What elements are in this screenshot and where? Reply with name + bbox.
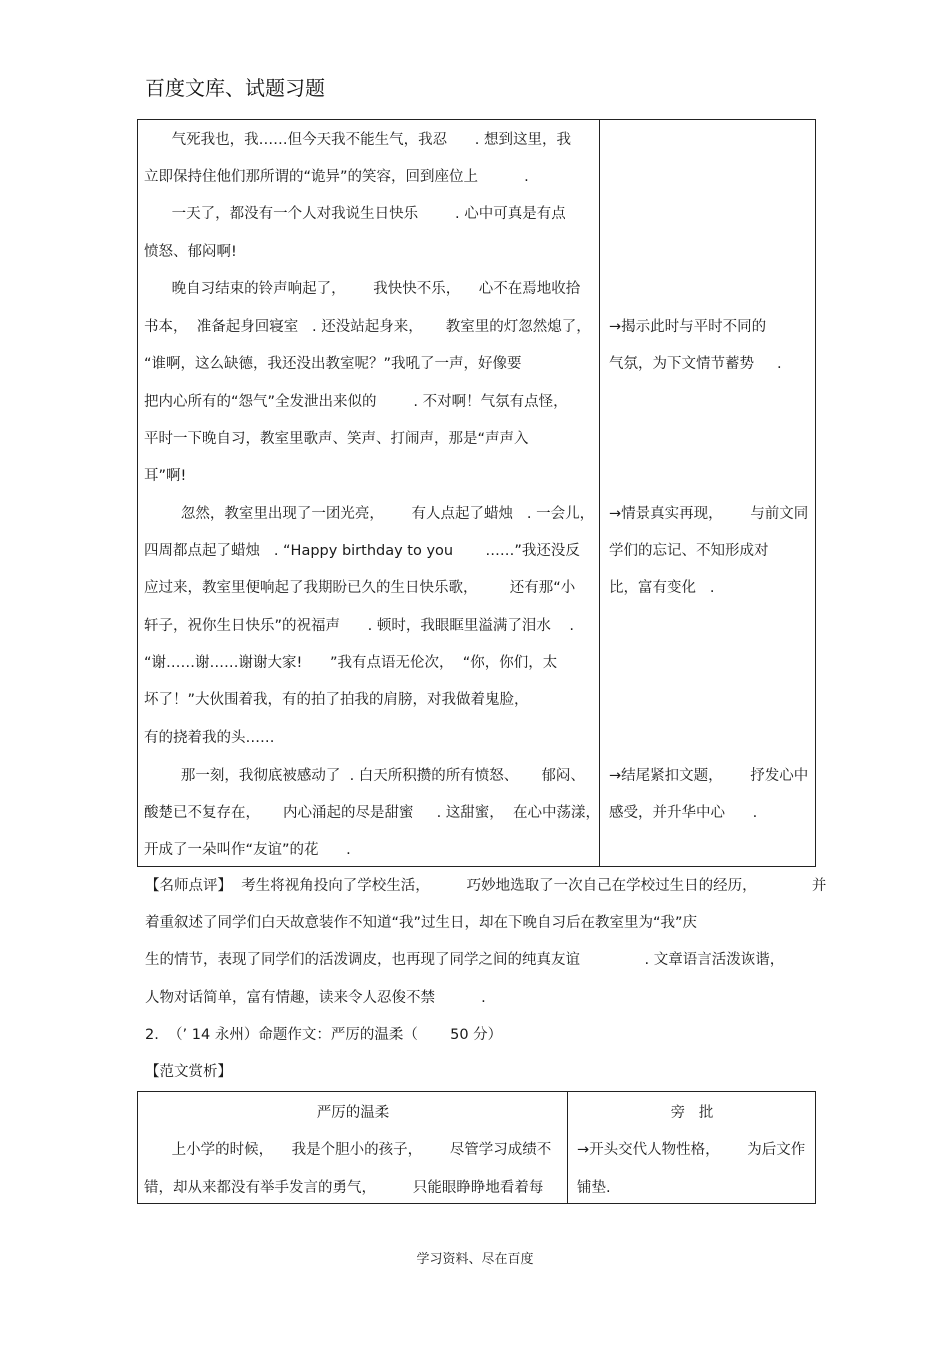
annotation-line: 气氛，为下文情节蓄势 . (609, 356, 782, 372)
essay-table-1 (137, 119, 816, 867)
essay-title: 严厉的温柔 (316, 1105, 390, 1121)
essay-main-cell (138, 120, 600, 867)
teacher-review-line: 人物对话简单，富有情趣，读来令人忍俊不禁 . (145, 990, 486, 1006)
essay-line: “谁啊，这么缺德，我还没出教室呢？”我吼了一声，好像要 (144, 356, 522, 372)
annotation-line: →情景真实再现， 与前文同 (609, 506, 809, 522)
annotation-cell (600, 120, 816, 867)
essay-line: 立即保持住他们那所谓的“诡异”的笑容，回到座位上 . (144, 169, 529, 185)
annotation-line: →揭示此时与平时不同的 (609, 319, 767, 335)
essay-line: 应过来，教室里便响起了我期盼已久的生日快乐歌， 还有那“小 (144, 580, 576, 596)
essay-line: 平时一下晚自习，教室里歌声、笑声、打闹声，那是“声声入 (144, 431, 529, 447)
essay-line: 错，却从来都没有举手发言的勇气， 只能眼睁睁地看着每 (144, 1180, 544, 1196)
essay-line: 把内心所有的“怨气”全发泄出来似的 . 不对啊！气氛有点怪， (144, 394, 568, 410)
annotation-line: 学们的忘记、不知形成对 (609, 543, 769, 559)
essay-line: 轩子，祝你生日快乐”的祝福声 . 顿时，我眼眶里溢满了泪水 . (144, 618, 574, 634)
essay-line: 开成了一朵叫作“友谊”的花 . (144, 842, 351, 858)
essay-line: 忽然，教室里出现了一团光亮， 有人点起了蜡烛 . 一会儿， (144, 506, 595, 522)
essay-line: 书本， 准备起身回寝室 . 还没站起身来， 教室里的灯忽然熄了， (144, 319, 591, 335)
page-footer: 学习资料、尽在百度 (416, 1252, 534, 1267)
essay-line: 耳”啊! (144, 468, 187, 484)
annotation-header: 旁 批 (670, 1105, 714, 1121)
essay-line: 坏了！”大伙围着我，有的拍了拍我的肩膀，对我做着鬼脸， (144, 692, 529, 708)
sample-essay-label: 【范文赏析】 (145, 1064, 232, 1080)
annotation-line: 感受，并升华中心 . (609, 805, 758, 821)
annotation-line: →结尾紧扣文题， 抒发心中 (609, 768, 809, 784)
essay-line: 上小学的时候， 我是个胆小的孩子， 尽管学习成绩不 (144, 1142, 552, 1158)
essay-main-cell (138, 1092, 568, 1204)
essay-line: 晚自习结束的铃声响起了， 我快快不乐， 心不在焉地收拾 (144, 281, 581, 297)
essay-line: “谢……谢……谢谢大家! ”我有点语无伦次， “你，你们，太 (144, 655, 558, 671)
essay-table-2 (137, 1091, 816, 1204)
page-header-title: 百度文库、试题习题 (145, 76, 325, 100)
question-2-heading: 2. （’ 14 永州）命题作文：严厉的温柔（ 50 分） (145, 1027, 503, 1043)
teacher-review-line: 生的情节，表现了同学们的活泼调皮，也再现了同学之间的纯真友谊 . 文章语言活泼诙谐， (145, 952, 785, 968)
essay-line: 愤怒、郁闷啊! (144, 244, 237, 260)
annotation-cell (568, 1092, 816, 1204)
teacher-review-line: 着重叙述了同学们白天故意装作不知道“我”过生日，却在下晚自习后在教室里为“我”庆 (145, 915, 698, 931)
essay-line: 四周都点起了蜡烛 . “Happy birthday to you ……”我还没反 (144, 543, 580, 559)
essay-line: 一天了，都没有一个人对我说生日快乐 . 心中可真是有点 (144, 206, 566, 222)
annotation-line: 比，富有变化 . (609, 580, 715, 596)
teacher-review-line: 【名师点评】 考生将视角投向了学校生活， 巧妙地选取了一次自己在学校过生日的经历， 并 (145, 878, 827, 894)
essay-line: 气死我也，我……但今天我不能生气，我忍 . 想到这里，我 (144, 132, 572, 148)
essay-line: 酸楚已不复存在， 内心涌起的尽是甜蜜 . 这甜蜜， 在心中荡漾， (144, 805, 601, 821)
essay-line: 那一刻，我彻底被感动了 . 白天所积攒的所有愤怒、 郁闷、 (144, 768, 585, 784)
essay-line: 有的挠着我的头…… (144, 730, 275, 746)
annotation-line: 铺垫. (577, 1180, 611, 1196)
annotation-line: →开头交代人物性格， 为后文作 (577, 1142, 806, 1158)
